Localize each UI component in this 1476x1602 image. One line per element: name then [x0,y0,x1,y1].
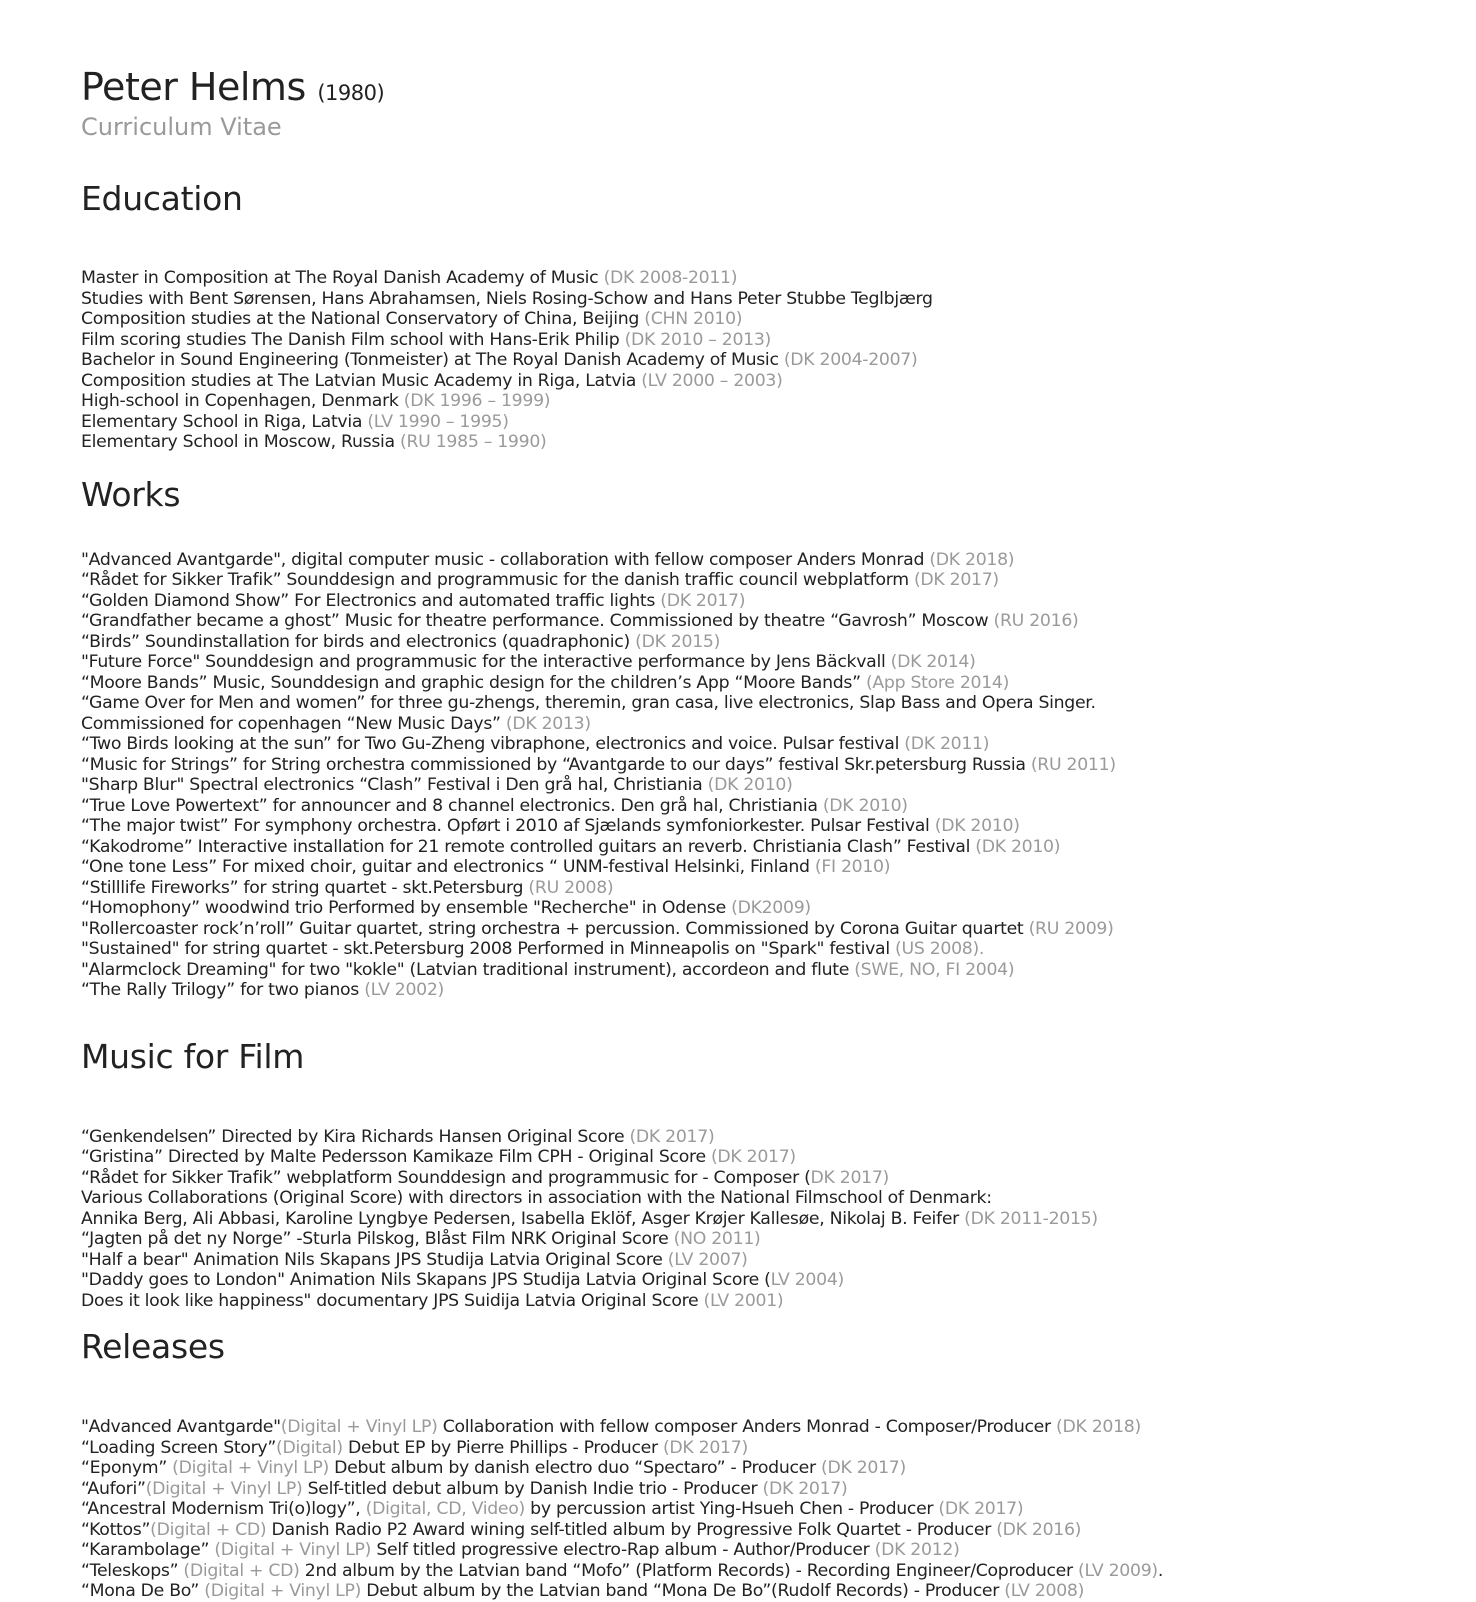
entry-text: “Loading Screen Story” [81,1437,277,1458]
list-item [81,350,1461,371]
list-item [81,1520,1461,1541]
list-item [81,939,1461,960]
entry-meta: (DK 2012) [869,1540,960,1560]
entry-text: Studies with Bent Sørensen, Hans Abrahamsen, Niels Rosing-Schow and Hans Peter Stubbe Teglbjærg [81,288,933,309]
entry-text: Debut album by the Latvian band “Mona De Bo”(Rudolf Records) - Producer [361,1581,1000,1601]
cv-sections [81,179,1461,1602]
list-item [81,1229,1461,1250]
entry-text: Elementary School in Moscow, Russia [81,432,395,452]
entry-meta: (DK 1996 – 1999) [398,391,551,411]
entry-text: Elementary School in Riga, Latvia [81,411,363,432]
entry-text: “The Rally Trilogy” for two pianos [81,980,359,1000]
list-item [81,309,1461,330]
list-item [81,591,1461,612]
section-heading-music-for-film: Music for Film [81,1036,305,1076]
entry-meta: (CHN 2010) [639,309,743,329]
person-name: Peter Helms [81,65,306,109]
entry-meta: (DK2009) [725,898,811,918]
entry-text: Self-titled debut album by Danish Indie trio - Producer [302,1478,758,1499]
entry-text: . [1157,1560,1164,1581]
entry-text: “Rådet for Sikker Trafik” Sounddesign and programmusic for the danish traffic council webplatform [81,570,909,590]
list-item [81,673,1461,694]
entry-text: “Homophony” woodwind trio Performed by ensemble "Recherche" in Odense [81,898,726,918]
entry-text: “Aufori” [81,1478,146,1499]
entry-text: Commissioned for copenhagen “New Music Days” [81,713,501,734]
entry-meta: (Digital + CD) [150,1519,267,1540]
entry-meta: (Digital + Vinyl LP) [199,1581,362,1601]
list-item [81,1479,1461,1500]
entry-meta: (DK 2010) [702,775,793,795]
list-item [81,857,1461,878]
entry-meta: (FI 2010) [809,857,891,877]
list-item [81,734,1461,755]
list-item [81,693,1461,714]
entry-meta: (DK 2011) [899,734,990,754]
entry-meta: (DK 2008-2011) [598,268,738,288]
page-subtitle: Curriculum Vitae [81,113,282,141]
entry-meta: (Digital + Vinyl LP) [166,1458,329,1478]
list-item [81,1270,1461,1291]
list-item [81,878,1461,899]
entry-meta: (DK 2017) [908,570,999,590]
list-item [81,570,1461,591]
entry-text: “Kakodrome” Interactive installation for 21 remote controlled guitars an reverb. Christiania Clash” Festival [81,836,971,857]
entry-meta: (DK 2011-2015) [958,1208,1098,1229]
entry-meta: (DK 2017) [655,590,746,611]
list-item [81,837,1461,858]
entry-list-education [81,268,1461,453]
entry-text: Self titled progressive electro-Rap album - Author/Producer [371,1540,870,1560]
list-item [81,1540,1461,1561]
list-item [81,652,1461,673]
entry-text: “Jagten på det ny Norge” -Sturla Pilskog, Blåst Film NRK Original Score [81,1229,674,1249]
entry-text: “Rådet for Sikker Trafik” webplatform Sounddesign and programmusic for - Composer ( [81,1167,811,1188]
section-works [81,475,1461,1001]
entry-meta: (DK 2010) [970,836,1061,857]
list-item [81,898,1461,919]
entry-meta: (Digital) [276,1437,343,1458]
entry-text: “Eponym” [81,1458,167,1478]
entry-meta: (DK 2017) [933,1499,1024,1519]
list-item [81,289,1461,310]
entry-text: "Rollercoaster rock’n’roll” Guitar quartet, string orchestra + percussion. Commissioned by Corona Guitar quartet [81,918,1024,939]
list-item [81,1438,1461,1459]
section-music-for-film [81,1037,1461,1312]
entry-meta: (DK 2010) [929,816,1020,836]
section-heading-education: Education [81,179,243,218]
entry-text: “Game Over for Men and women” for three gu-zhengs, theremin, gran casa, live electronics, Slap Bass and Opera Singer. [81,693,1096,713]
entry-meta: (NO 2011) [673,1229,761,1249]
entry-meta: (SWE, NO, FI 2004) [849,959,1015,980]
section-education [81,179,1461,453]
list-item [81,796,1461,817]
entry-text: “True Love Powertext” for announcer and 8 channel electronics. Den grå hal, Christiania [81,795,818,816]
entry-text: Danish Radio P2 Award wining self-titled album by Progressive Folk Quartet - Producer [266,1519,992,1540]
entry-text: 2nd album by the Latvian band “Mofo” (Platform Records) - Recording Engineer/Coproducer [299,1560,1073,1581]
entry-text: Collaboration with fellow composer Anders Monrad - Composer/Producer [437,1417,1057,1437]
list-item [81,1168,1461,1189]
cv-document [81,64,1461,1602]
entry-meta: (Digital, CD, Video) [360,1499,525,1519]
entry-text: "Half a bear" Animation Nils Skapans JPS Studija Latvia Original Score [81,1249,668,1270]
entry-text: “Kottos” [81,1519,151,1540]
list-item [81,1417,1461,1438]
entry-meta: (LV 2007) [667,1249,748,1270]
list-item [81,1147,1461,1168]
entry-meta: (DK 2017) [629,1126,715,1147]
entry-text: Various Collaborations (Original Score) with directors in association with the National Filmschool of Denmark: [81,1188,992,1208]
entry-text: Annika Berg, Ali Abbasi, Karoline Lyngbye Pedersen, Isabella Eklöf, Asger Krøjer Kallesøe, Nikolaj B. Feifer [81,1208,959,1229]
entry-meta: DK 2017) [810,1167,890,1188]
section-heading-releases: Releases [81,1327,225,1366]
entry-meta: (App Store 2014) [860,672,1010,693]
entry-meta: (LV 2001) [698,1290,784,1311]
entry-text: Debut album by danish electro duo “Spectaro” - Producer [328,1458,816,1478]
entry-meta: (LV 2000 – 2003) [636,370,783,391]
page-title [81,64,1461,116]
section-heading-works: Works [81,474,181,514]
entry-text: “Teleskops” [81,1560,179,1581]
entry-meta: (DK 2017) [815,1458,906,1478]
entry-text: “Moore Bands” Music, Sounddesign and graphic design for the children’s App “Moore Bands” [81,672,861,693]
entry-meta: (DK 2010 – 2013) [619,329,772,350]
entry-text: "Advanced Avantgarde", digital computer music - collaboration with fellow composer Anders Monrad [81,549,925,570]
list-item [81,330,1461,351]
entry-meta: (RU 2011) [1025,754,1116,775]
entry-meta: (DK 2015) [629,631,721,652]
entry-meta: (Digital + Vinyl LP) [280,1417,438,1437]
list-item [81,1458,1461,1479]
entry-meta: (LV 2009) [1072,1560,1158,1581]
list-item [81,391,1461,412]
entry-meta: (Digital + CD) [178,1560,300,1581]
list-item [81,550,1461,571]
entry-meta: (US 2008). [889,939,985,959]
entry-text: “Music for Strings” for String orchestra commissioned by “Avantgarde to our days” festival Skr.petersburg Russia [81,754,1026,775]
list-item [81,980,1461,1001]
entry-meta: (RU 2016) [988,611,1079,631]
entry-text: Does it look like happiness" documentary JPS Suidija Latvia Original Score [81,1290,699,1311]
entry-text: “Gristina” Directed by Malte Pedersson Kamikaze Film CPH - Original Score [81,1147,706,1167]
entry-meta: (Digital + Vinyl LP) [209,1540,372,1560]
entry-text: “One tone Less” For mixed choir, guitar and electronics “ UNM-festival Helsinki, Finland [81,857,810,877]
entry-meta: (DK 2017) [662,1437,748,1458]
list-item [81,714,1461,735]
entry-text: High-school in Copenhagen, Denmark [81,391,399,411]
list-item [81,611,1461,632]
entry-text: “Stilllife Fireworks” for string quartet - skt.Petersburg [81,877,524,898]
entry-text: “Mona De Bo” [81,1581,200,1601]
entry-text: "Daddy goes to London" Animation Nils Skapans JPS Studija Latvia Original Score ( [81,1270,771,1290]
entry-meta: (DK 2010) [817,795,908,816]
entry-text: Debut EP by Pierre Phillips - Producer [342,1437,663,1458]
entry-text: “Two Birds looking at the sun” for Two Gu-Zheng vibraphone, electronics and voice. Pulsar festival [81,734,900,754]
entry-meta: (LV 1990 – 1995) [362,411,509,432]
entry-meta: (RU 2008) [523,877,614,898]
entry-meta: (DK 2018) [1056,1417,1141,1437]
entry-text: “Ancestral Modernism Tri(o)logy”, [81,1499,361,1519]
list-item [81,1127,1461,1148]
entry-meta: (DK 2017) [757,1478,848,1499]
list-item [81,432,1461,453]
entry-text: “Golden Diamond Show” For Electronics and automated traffic lights [81,590,656,611]
list-item [81,1499,1461,1520]
entry-text: “The major twist” For symphony orchestra. Opført i 2010 af Sjælands symfoniorkester. Pulsar Festival [81,816,930,836]
list-item [81,1250,1461,1271]
entry-list-music-for-film [81,1127,1461,1312]
list-item [81,1561,1461,1582]
entry-text: "Future Force" Sounddesign and programmusic for the interactive performance by Jens Bäckvall [81,652,886,672]
entry-text: "Advanced Avantgarde" [81,1417,281,1437]
entry-meta: (DK 2017) [705,1147,796,1167]
birth-year: (1980) [317,81,385,105]
list-item [81,268,1461,289]
entry-meta: (DK 2016) [991,1519,1082,1540]
entry-meta: (RU 2009) [1023,918,1114,939]
list-item [81,816,1461,837]
entry-text: "Sharp Blur" Spectral electronics “Clash” Festival i Den grå hal, Christiania [81,775,703,795]
entry-text: “Birds” Soundinstallation for birds and electronics (quadraphonic) [81,631,630,652]
entry-meta: (RU 1985 – 1990) [394,432,547,452]
list-item [81,1291,1461,1312]
entry-text: "Alarmclock Dreaming" for two "kokle" (Latvian traditional instrument), accordeon and flute [81,959,850,980]
entry-text: Master in Composition at The Royal Danish Academy of Music [81,268,599,288]
entry-list-works [81,550,1461,1001]
section-releases [81,1327,1461,1602]
entry-text: Film scoring studies The Danish Film school with Hans-Erik Philip [81,329,620,350]
list-item [81,1209,1461,1230]
entry-meta: (LV 2002) [359,980,445,1000]
entry-text: by percussion artist Ying-Hsueh Chen - Producer [524,1499,934,1519]
entry-meta: (DK 2018) [924,549,1015,570]
entry-text: “Grandfather became a ghost” Music for theatre performance. Commissioned by theatre “Gavrosh” Moscow [81,611,989,631]
entry-meta: (LV 2008) [999,1581,1085,1601]
entry-text: “Genkendelsen” Directed by Kira Richards Hansen Original Score [81,1126,630,1147]
entry-list-releases [81,1417,1461,1602]
entry-text: Bachelor in Sound Engineering (Tonmeister) at The Royal Danish Academy of Music [81,350,779,370]
entry-meta: (DK 2004-2007) [778,350,918,370]
entry-text: Composition studies at The Latvian Music Academy in Riga, Latvia [81,370,637,391]
list-item [81,919,1461,940]
entry-meta: (DK 2013) [500,713,591,734]
list-item [81,632,1461,653]
list-item [81,755,1461,776]
entry-text: “Karambolage” [81,1540,210,1560]
list-item [81,371,1461,392]
entry-text: Composition studies at the National Conservatory of China, Beijing [81,309,640,329]
list-item [81,1581,1461,1602]
list-item [81,1188,1461,1209]
entry-text: "Sustained" for string quartet - skt.Petersburg 2008 Performed in Minneapolis on "Spark" festival [81,939,890,959]
entry-meta: LV 2004) [770,1270,844,1290]
list-item [81,775,1461,796]
list-item [81,960,1461,981]
entry-meta: (DK 2014) [885,652,976,672]
list-item [81,412,1461,433]
entry-meta: (Digital + Vinyl LP) [145,1478,303,1499]
